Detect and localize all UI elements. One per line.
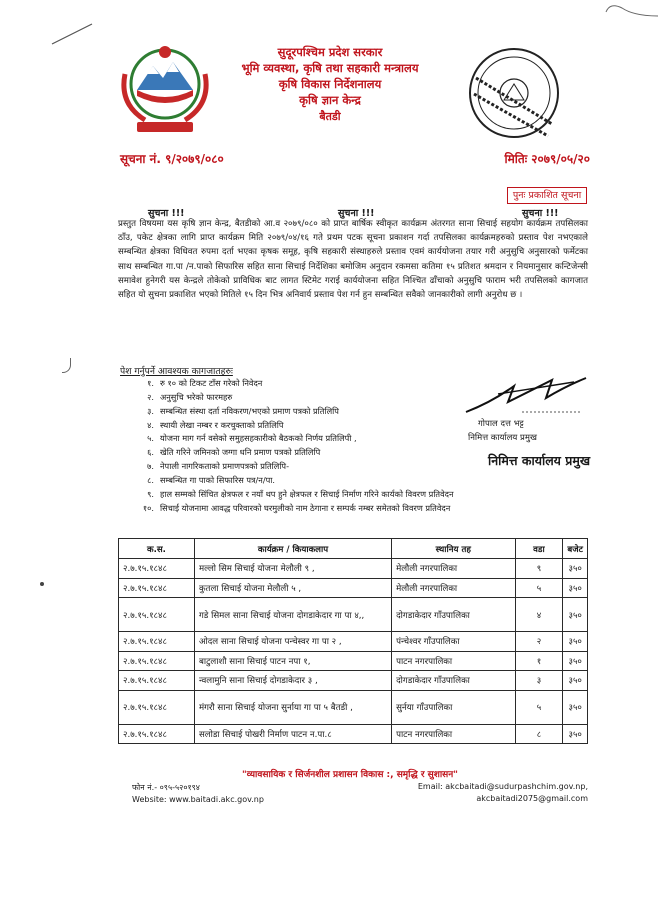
footer-contact-left — [132, 782, 264, 806]
document-item: ३. सम्बन्धित संस्था दर्ता नविकरण/भएको प्रमाण पत्रको प्रतिलिपि — [147, 405, 339, 416]
header-ministry: भूमि व्यवस्था, कृषि तथा सहकारी मन्त्रालय — [241, 61, 419, 75]
notice-number-date-row — [120, 150, 590, 167]
handwritten-signature — [462, 372, 592, 420]
header-district: बैतडी — [319, 110, 341, 123]
table-row: २.७.१५.१८४८ गडे सिमल साना सिचाई योजना दोगडाकेदार गा पा ४,, दोगडाकेदार गाँउपालिका ४ ३५० — [119, 598, 588, 632]
document-item: ५. योजना माग गर्न वसेको समुहसहकारीको बैठकको निर्णय प्रतिलिपी , — [147, 433, 357, 444]
margin-dot-mark — [40, 582, 44, 586]
col-header-program: कार्यक्रम / कियाकलाप — [194, 539, 391, 559]
footer-website-link[interactable]: Website: www.baitadi.akc.gov.np — [132, 795, 264, 804]
document-item: ७. नेपाली नागरिकताको प्रमाणपत्रको प्रतिलिपि- — [147, 461, 290, 472]
signatory-name: गोपाल दत्त भट्ट — [478, 419, 524, 429]
table-row: २.७.१५.१८४८ ओदल साना सिचाई योजना पन्चेस्वर गा पा २ , पंन्चेश्वर गाँउपालिका २ ३५० — [119, 632, 588, 652]
col-header-ward: वडा — [515, 539, 563, 559]
table-row: २.७.१५.१८४८ बाटुलाशौ साना सिचाई पाटन नपा १, पाटन नगरपालिका १ ३५० — [119, 651, 588, 671]
footer-email-1[interactable]: Email: akcbaitadi@sudurpashchim.gov.np, — [417, 782, 588, 791]
document-item: १. रु १० को टिकट टाँस गरेको निवेदन — [147, 378, 263, 388]
signatory-role: निमित्त कार्यालय प्रमुख — [468, 433, 537, 443]
document-item: ४. स्थायी लेखा नम्बर र करचुक्ताको प्रतिलिपि — [147, 419, 284, 430]
document-item: १०. सिचाई योजनामा आवद्ध परिवारको घरमुलीको नाम ठेगाना र सम्पर्क नम्बर समेतको विवरण प्रतिवेदन — [142, 502, 451, 513]
footer-phone: फोन नं.- ०९५-५२०१९४ — [132, 783, 200, 792]
notice-heading-right: सुचना !!! — [522, 208, 559, 219]
notice-heading-center: सुचना !!! — [338, 208, 375, 219]
header-office: कृषि ज्ञान केन्द्र — [299, 93, 361, 107]
table-row: २.७.१५.१८४८ सलोडा सिचाई पोखरी निर्माण पाटन न.पा.८ पाटन नगरपालिका ८ ३५० — [119, 724, 588, 744]
notice-body: प्रस्तुत विषयमा यस कृषि ज्ञान केन्द्र, बैतडीको आ.व २०७९/०८० को प्राप्त बार्षिक स्वीकृत कार्यक्रम अंतरगत साना सिचाई सहयोग कार्यक्रम तपसिलका ठाँउ, पकेट क्षेत्रका लागि प्राप्त कार्यक्रम मिति २०७९/०४/१६ गते प्रथम पटक सूचना प्रकाशन गर्दा तपसिलका कार्यक्रमहरुको प्रस्ताव पेश नभएकाले सम्बन्धित क्षेत्रका विधिवत रुपमा दर्ता भएका कृषक समूह, कृषि सहकारी संस्थाहरुले प्रस्ताव एवमं कार्ययोजना तयार गरी अनुसुचि अनुसारको फर्मेटका साथ सम्बन्धित गा.पा /न.पाको सिफारिस सहित साना सिचाई निर्देशिका बमोजिम अनुदान रकमसा कतिमा १५ प्रतिशत श्रमदान र नियमानुसार कन्टिजेन्सी समावेश हुनेगरी यस केन्द्रले तोकेको प्राविधिक बाट लागत स्टिमेट गराई कार्ययोजना सहित निश्चित ढाँचाको अनुसुचि फाराम भरी तपसिलको कागजात सहित यो सुचना प्रकाशित भएको मितिले १५ दिन भित्र अनिवार्य प्रस्ताव पेश गर्न हुन सम्बन्धित सवैको जानकारीको लागी अनुरोध छ । — [118, 219, 588, 301]
reissue-label: पुनः प्रकाशित सूचना — [507, 187, 587, 204]
col-header-local-level: स्थानिय तह — [392, 539, 516, 559]
footer-contact-right — [400, 781, 588, 805]
footer-slogan: "व्यावसायिक र सिर्जनशील प्रशासन विकास :, समृद्धि र सुशासन" — [242, 770, 458, 780]
footer-email-2[interactable]: akcbaitadi2075@gmail.com — [476, 794, 588, 803]
header-directorate: कृषि विकास निर्देशनालय — [278, 77, 382, 91]
notice-heading-left: सुचना !!! — [148, 208, 185, 219]
table-row: २.७.१५.१८४८ मल्लो सिम सिचाई योजना मेलौली ९ , मेलौली नगरपालिका ९ ३५० — [119, 559, 588, 579]
document-item: ९. हाल सम्मको सिंचित क्षेत्रफल र नयाँ थप हुने क्षेत्रफल र सिचाई निर्माण गरिने कार्यको विवरण प्रतिवेदन — [147, 488, 454, 499]
documents-title: पेश गर्नुपर्ने आवश्यक कागजातहरुः — [120, 366, 233, 377]
signatory-role-stamp: निमित्त कार्यालय प्रमुख — [488, 453, 591, 468]
col-header-sn: क.स. — [119, 539, 195, 559]
header-govt-name: सुदूरपश्चिम प्रदेश सरकार — [277, 45, 383, 59]
table-header-row — [119, 539, 588, 559]
notice-number: सूचना नं. ९/२०७९/०८० — [120, 152, 224, 166]
table-row: २.७.१५.१८४८ न्वलामुनि साना सिचाई दोगडाकेदार ३ , दोगडाकेदार गाँउपालिका ३ ३५० — [119, 671, 588, 691]
margin-bracket-mark — [62, 358, 71, 373]
table-row: २.७.१५.१८४८ कुतला सिचाई योजना मेलौली ५ , मेलौली नगरपालिका ५ ३५० — [119, 578, 588, 598]
document-item: ६. खेति गरिने जमिनको जग्गा धनि प्रमाण पत्रको प्रतिलिपि — [147, 447, 321, 458]
document-item: २. अनुसुचि भरेको फारमहरु — [147, 391, 233, 402]
document-item: ८. सम्बन्धित गा पाको सिफारिस पत्र/न/पा. — [147, 474, 275, 485]
program-budget-table — [118, 538, 588, 744]
scan-mark-top-right — [600, 0, 662, 28]
scan-mark-top-left — [48, 18, 98, 48]
col-header-budget: बजेट — [563, 539, 588, 559]
table-row: २.७.१५.१८४८ मंगरौ साना सिचाई योजना सुर्नाया गा पा ५ बैतडी , सुर्नया गाँउपालिका ५ ३५० — [119, 690, 588, 724]
notice-date: मितिः २०७९/०५/२० — [504, 152, 590, 166]
